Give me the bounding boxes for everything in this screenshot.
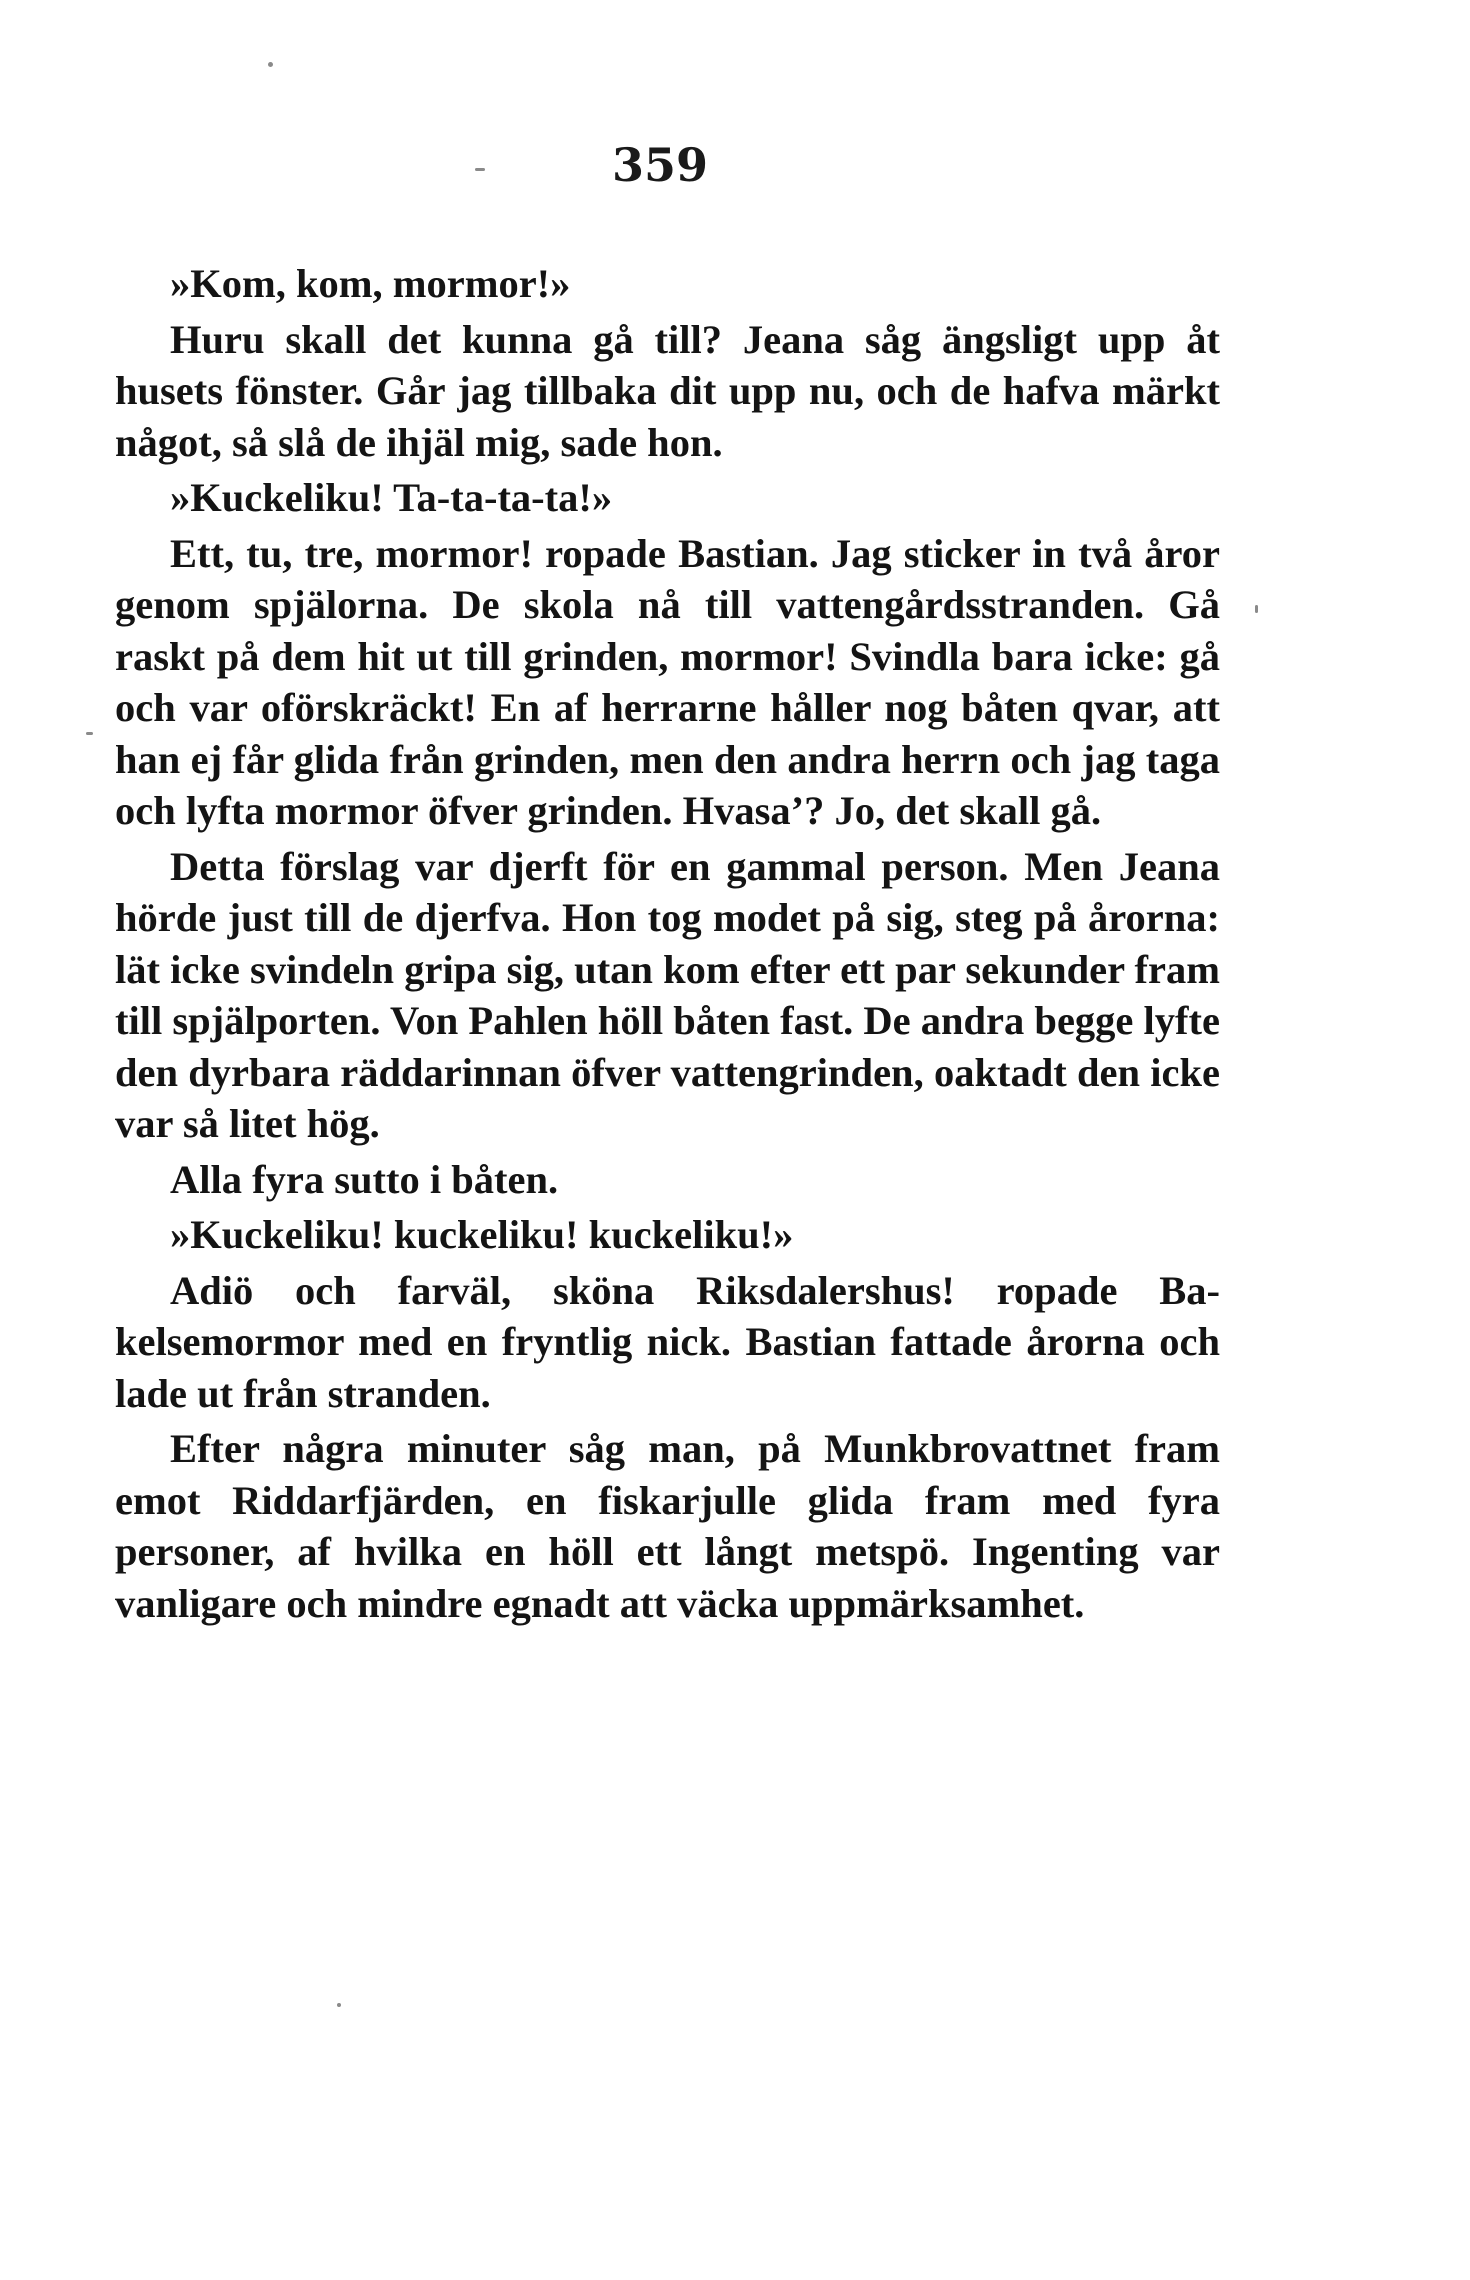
body-text [115,258,1220,1633]
paper-speck [268,62,273,67]
paper-speck [475,168,485,171]
paper-speck [86,732,93,735]
paragraph-7: »Kuckeliku! kuckeliku! kuckeliku!» [170,1212,794,1257]
paragraph-4: Ett, tu, tre, mormor! ropade Bastian. Jag sticker in två åror genom spjälorna. De skola nå till vattengårdsstranden. Gå raskt på dem hit ut till grinden, mormor! Svindla bara icke: gå och var oförskräckt! En af herrarne håller nog båten qvar, att han ej får glida från grinden, men den andra herrn och jag taga och lyfta mormor öfver grinden. Hvasa’? Jo, det skall gå. [115,530,1220,833]
paragraph-3: »Kuckeliku! Ta-ta-ta-ta!» [170,475,613,520]
page-number: 359 [611,138,709,192]
paragraph-1: »Kom, kom, mormor!» [170,261,571,306]
paragraph-8: Adiö och farväl, sköna Riksdalershus! ropade Bakelsemormor med en fryntlig nick. Bastian fattade årorna och lade ut från stranden. [115,1267,1220,1416]
paragraph-9: Efter några minuter såg man, på Munkbrovattnet fram emot Riddarfjärden, en fiskarjulle glida fram med fyra personer, af hvilka en höll ett långt metspö. Ingenting var vanligare och mindre egnadt att väcka uppmärksamhet. [115,1426,1220,1626]
paragraph-5: Detta förslag var djerft för en gammal person. Men Jeana hörde just till de djerfva. Hon tog modet på sig, steg på årorna: lät icke svindeln gripa sig, utan kom efter ett par sekunder fram till spjälporten. Von Pahlen höll båten fast. De andra begge lyfte den dyrbara räddarinnan öfver vattengrinden, oaktadt den icke var så litet hög. [115,843,1220,1146]
paper-speck [1255,605,1258,613]
paragraph-6: Alla fyra sutto i båten. [170,1156,559,1202]
paper-speck [337,2003,341,2007]
paragraph-2: Huru skall det kunna gå till? Jeana såg ängsligt upp åt husets fönster. Går jag tillbaka dit upp nu, och de hafva märkt något, så slå de ihjäl mig, sade hon. [115,316,1220,465]
